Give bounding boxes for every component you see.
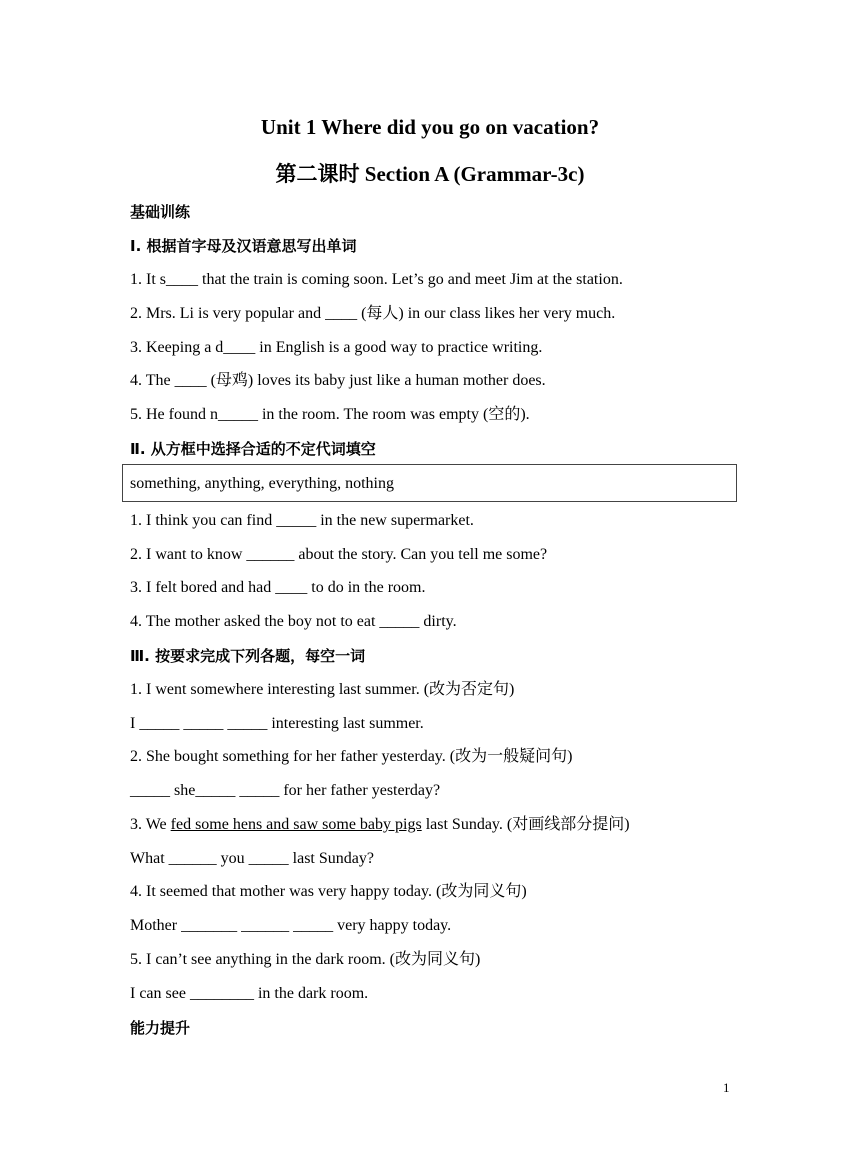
part3-question: 4. It seemed that mother was very happy today. (改为同义句) bbox=[130, 883, 527, 900]
part1-item: 2. Mrs. Li is very popular and ____ (每人) in our class likes her very much. bbox=[130, 305, 616, 322]
advanced-heading: 能力提升 bbox=[130, 1019, 191, 1037]
part3-answer: I can see ________ in the dark room. bbox=[130, 985, 369, 1002]
document-subtitle: 第二课时 Section A (Grammar-3c) bbox=[275, 162, 585, 186]
part3-question: 2. She bought something for her father yesterday. (改为一般疑问句) bbox=[130, 748, 573, 765]
q3-prefix: 3. We bbox=[130, 816, 171, 833]
part3-answer: What ______ you _____ last Sunday? bbox=[130, 850, 374, 867]
part2-item: 1. I think you can find _____ in the new supermarket. bbox=[130, 512, 474, 529]
part1-item: 3. Keeping a d____ in English is a good way to practice writing. bbox=[130, 339, 543, 356]
word-box bbox=[122, 464, 737, 502]
part3-heading: Ⅲ. 按要求完成下列各题，每空一词 bbox=[130, 647, 366, 665]
part3-answer: _____ she_____ _____ for her father yesterday? bbox=[130, 782, 441, 799]
basic-training-heading: 基础训练 bbox=[130, 203, 191, 221]
part1-heading: Ⅰ. 根据首字母及汉语意思写出单词 bbox=[130, 237, 357, 255]
q3-suffix: last Sunday. (对画线部分提问) bbox=[421, 816, 630, 833]
part3-answer: Mother _______ ______ _____ very happy today. bbox=[130, 917, 452, 934]
q3-underlined-text: fed some hens and saw some baby pigs bbox=[170, 816, 422, 833]
part1-item: 4. The ____ (母鸡) loves its baby just like a human mother does. bbox=[130, 372, 546, 389]
part3-question: 1. I went somewhere interesting last summer. (改为否定句) bbox=[130, 681, 515, 698]
part2-heading: Ⅱ. 从方框中选择合适的不定代词填空 bbox=[130, 440, 376, 458]
part1-item: 5. He found n_____ in the room. The room was empty (空的). bbox=[130, 406, 530, 423]
part2-item: 4. The mother asked the boy not to eat _____ dirty. bbox=[130, 613, 457, 630]
part2-item: 3. I felt bored and had ____ to do in the room. bbox=[130, 579, 426, 596]
part2-item: 2. I want to know ______ about the story. Can you tell me some? bbox=[130, 546, 548, 563]
part3-question: 5. I can’t see anything in the dark room. (改为同义句) bbox=[130, 951, 481, 968]
part3-answer: I _____ _____ _____ interesting last summer. bbox=[130, 715, 424, 732]
part3-question bbox=[130, 815, 630, 835]
word-box-text: something, anything, everything, nothing bbox=[130, 475, 394, 492]
page-number: 1 bbox=[723, 1080, 730, 1095]
part1-item: 1. It s____ that the train is coming soon. Let’s go and meet Jim at the station. bbox=[130, 271, 623, 288]
document-title: Unit 1 Where did you go on vacation? bbox=[260, 115, 600, 139]
